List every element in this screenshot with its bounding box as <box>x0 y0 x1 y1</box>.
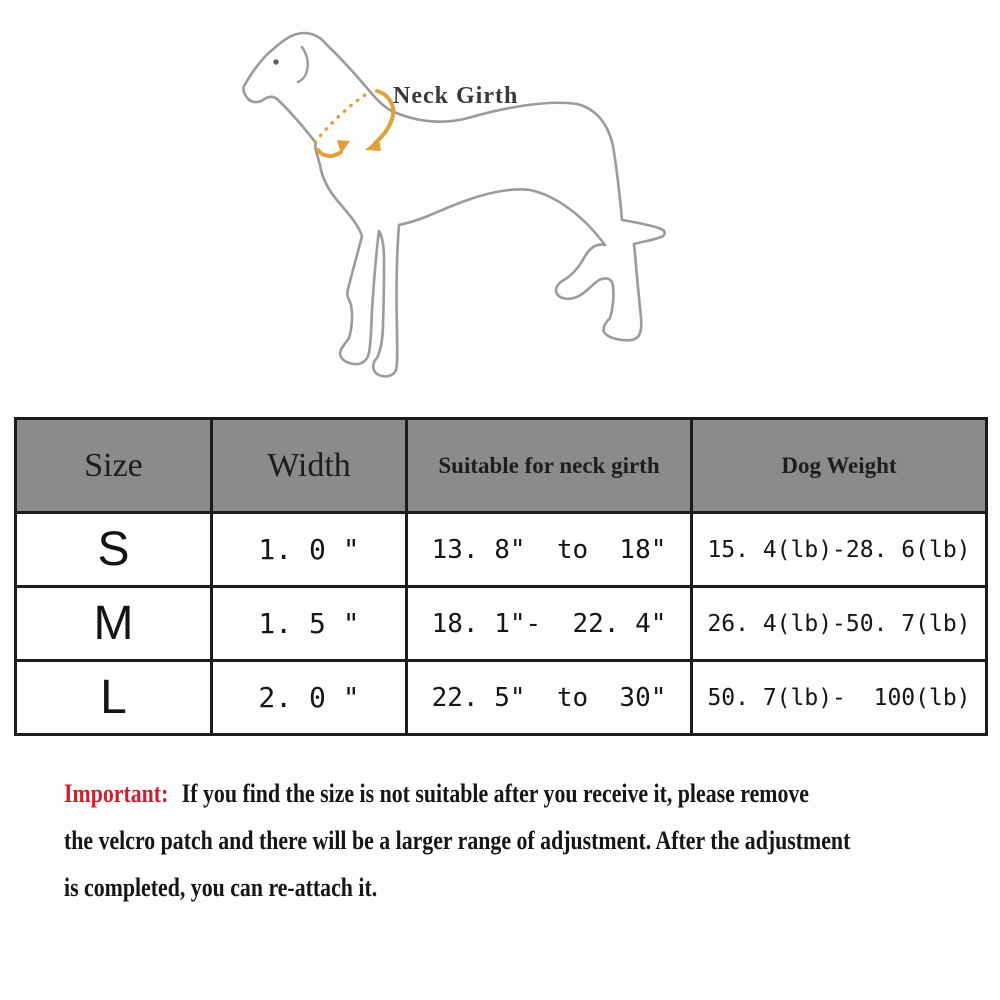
neck-girth-dotted-arc <box>315 93 368 142</box>
weight-value: 15. 4(lb)-28. 6(lb) <box>692 513 987 587</box>
dog-illustration <box>0 0 1000 412</box>
neck-girth-arrowhead-right <box>365 138 381 151</box>
size-value: M <box>16 587 212 661</box>
important-note <box>64 770 946 911</box>
girth-value: 18. 1"- 22. 4" <box>407 587 692 661</box>
width-value: 2. 0 " <box>212 661 407 735</box>
column-header-size: Size <box>16 419 212 513</box>
table-header-row <box>16 419 987 513</box>
neck-girth-label: Neck Girth <box>393 83 519 109</box>
note-line-2: the velcro patch and there will be a larger range of adjustment. After the adjustment <box>64 826 851 855</box>
size-value: L <box>16 661 212 735</box>
weight-value: 50. 7(lb)- 100(lb) <box>692 661 987 735</box>
width-value: 1. 5 " <box>212 587 407 661</box>
size-table <box>14 417 988 736</box>
dog-ear-line <box>298 47 308 82</box>
girth-value: 13. 8" to 18" <box>407 513 692 587</box>
table-row-large <box>16 661 987 735</box>
table-row-medium <box>16 587 987 661</box>
column-header-neck-girth: Suitable for neck girth <box>407 419 692 513</box>
note-text-1: If you find the size is not suitable after you receive it, please remove <box>181 779 810 808</box>
neck-girth-arrow-bottom <box>318 150 341 156</box>
size-value: S <box>16 513 212 587</box>
column-header-dog-weight: Dog Weight <box>692 419 987 513</box>
table-row-small <box>16 513 987 587</box>
note-line-3: is completed, you can re-attach it. <box>64 873 378 902</box>
important-label: Important: <box>64 779 169 808</box>
girth-value: 22. 5" to 30" <box>407 661 692 735</box>
column-header-width: Width <box>212 419 407 513</box>
width-value: 1. 0 " <box>212 513 407 587</box>
weight-value: 26. 4(lb)-50. 7(lb) <box>692 587 987 661</box>
note-line-1 <box>64 770 946 817</box>
dog-eye <box>273 59 278 64</box>
